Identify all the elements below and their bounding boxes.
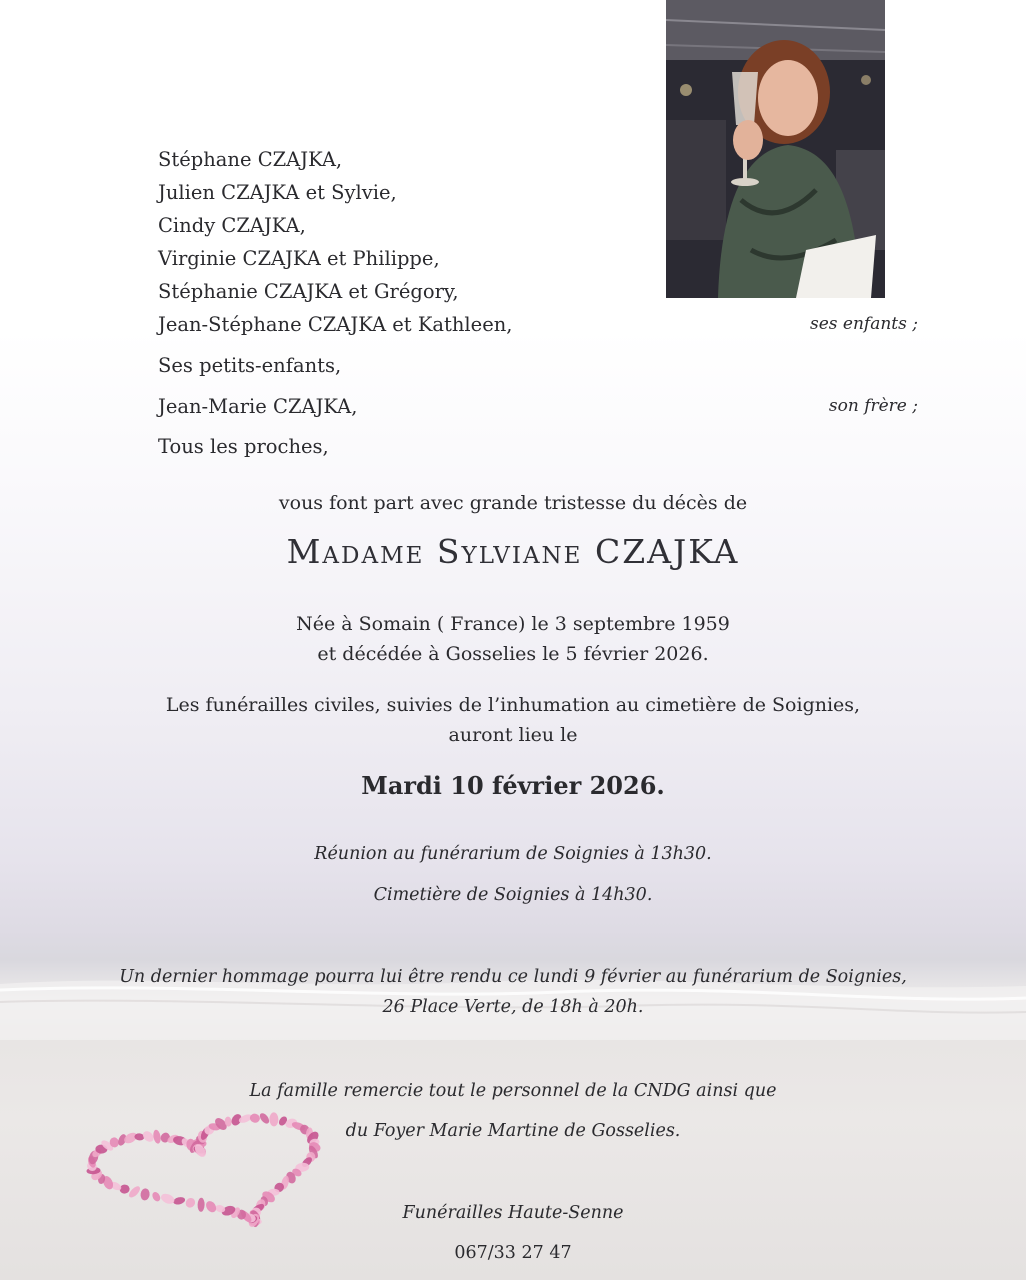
petal bbox=[184, 1196, 197, 1209]
family-member: Stéphanie CZAJKA et Grégory, bbox=[158, 280, 459, 303]
petal bbox=[152, 1129, 161, 1144]
undertaker-phone: 067/33 27 47 bbox=[454, 1243, 572, 1263]
petal bbox=[151, 1191, 162, 1203]
petal bbox=[249, 1113, 261, 1124]
family-member: Jean-Stéphane CZAJKA et Kathleen, bbox=[158, 313, 513, 336]
birth-info: Née à Somain ( France) le 3 septembre 1959 bbox=[296, 613, 730, 635]
portrait-photo bbox=[666, 0, 885, 298]
funeral-line-2: auront lieu le bbox=[448, 724, 578, 746]
petal bbox=[258, 1112, 271, 1126]
thanks-line-1: La famille remercie tout le personnel de la CNDG ainsi que bbox=[249, 1081, 777, 1101]
tribute-line-1: Un dernier hommage pourra lui être rendu ce lundi 9 février au funérarium de Soignies, bbox=[119, 967, 907, 987]
petal bbox=[197, 1198, 204, 1212]
petal bbox=[269, 1112, 278, 1126]
family-member: Cindy CZAJKA, bbox=[158, 214, 306, 237]
petal bbox=[173, 1196, 186, 1206]
family-member: Virginie CZAJKA et Philippe, bbox=[158, 247, 440, 270]
thanks-line-2: du Foyer Marie Martine de Gosselies. bbox=[345, 1121, 681, 1141]
tribute-line-2: 26 Place Verte, de 18h à 20h. bbox=[382, 997, 644, 1017]
relatives-line: Tous les proches, bbox=[158, 435, 329, 458]
announcement-intro: vous font part avec grande tristesse du décès de bbox=[278, 492, 748, 514]
funeral-date: Mardi 10 février 2026. bbox=[361, 771, 665, 800]
petal bbox=[127, 1184, 142, 1199]
family-member: Julien CZAJKA et Sylvie, bbox=[158, 181, 397, 204]
brother-relation: son frère ; bbox=[828, 396, 918, 416]
petal-heart-decoration bbox=[78, 1105, 348, 1235]
deceased-name: Madame Sylviane CZAJKA bbox=[286, 532, 740, 571]
death-info: et décédée à Gosselies le 5 février 2026. bbox=[317, 643, 709, 665]
children-relation: ses enfants ; bbox=[810, 314, 918, 334]
brother-line: Jean-Marie CZAJKA, bbox=[158, 395, 358, 418]
funeral-line-1: Les funérailles civiles, suivies de l’inhumation au cimetière de Soignies, bbox=[165, 694, 861, 716]
cemetery-time: Cimetière de Soignies à 14h30. bbox=[373, 885, 653, 905]
undertaker-name: Funérailles Haute-Senne bbox=[402, 1203, 624, 1223]
grandchildren-line: Ses petits-enfants, bbox=[158, 354, 342, 377]
petal bbox=[140, 1188, 150, 1201]
petal bbox=[159, 1192, 175, 1206]
family-member: Stéphane CZAJKA, bbox=[158, 148, 343, 171]
meeting-time: Réunion au funérarium de Soignies à 13h30. bbox=[314, 844, 712, 864]
family-list bbox=[158, 143, 513, 463]
